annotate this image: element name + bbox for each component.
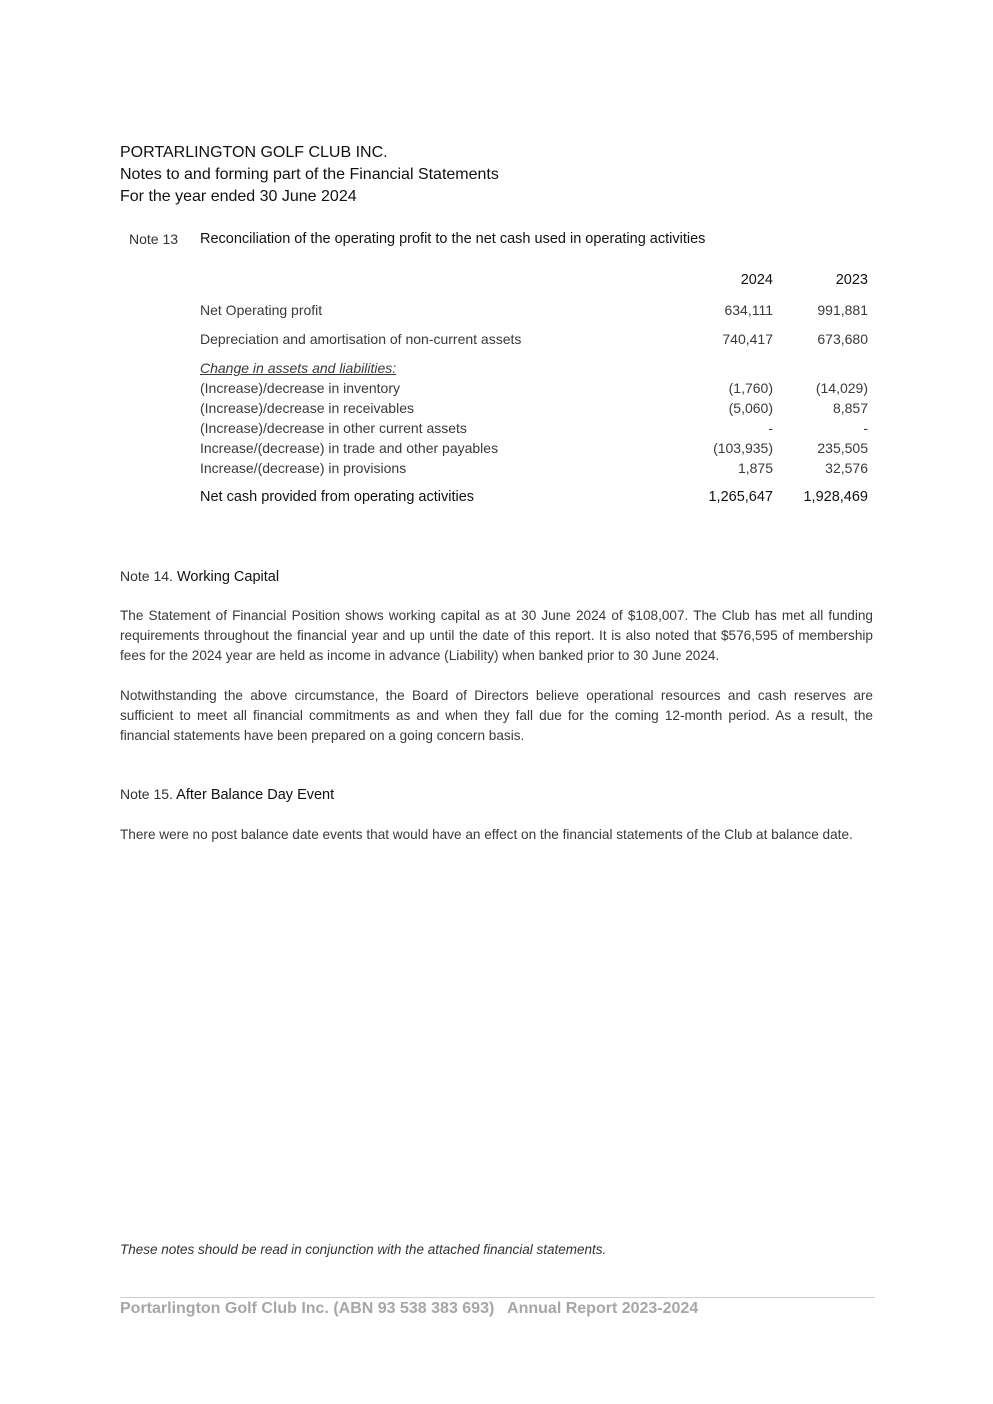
total-2023: 1,928,469 [803,489,868,505]
value-2023: 235,505 [817,440,868,456]
value-2023: 991,881 [817,302,868,318]
value-2024: 1,875 [737,460,773,476]
total-2024: 1,265,647 [708,489,773,505]
value-2024: (1,760) [728,380,773,396]
value-2024: - [768,420,773,436]
note15-paragraph: There were no post balance date events that would have an effect on the financial statements of the Club at balance date. [120,827,853,842]
value-2023: (14,029) [815,380,868,396]
value-2023: 8,857 [832,400,868,416]
table-row [200,458,868,478]
footer-divider [120,1297,875,1298]
document-subtitle: Notes to and forming part of the Financial Statements [120,166,499,183]
column-header-2024: 2024 [740,272,773,288]
value-2024: (5,060) [728,400,773,416]
note14-paragraph-2: Notwithstanding the above circumstance, the Board of Directors believe operational resources and cash reserves are sufficient to meet all financial commitments as and when they fall due for the coming 12-month period. As a result, the financial statements have been prepared on a going concern basis. [120,688,873,743]
value-2024: (103,935) [713,440,773,456]
note13-label: Note 13 [129,231,179,247]
column-header-2023: 2023 [835,272,868,288]
table-row [200,329,868,349]
row-label: Net Operating profit [200,302,323,318]
note14-paragraph-1: The Statement of Financial Position shows working capital as at 30 June 2024 of $108,007. The Club has met all funding requirements throughout the financial year and up until the date of this report. It is also noted that $576,595 of membership fees for the 2024 year are held as income in advance (Liability) when banked prior to 30 June 2024. [120,608,873,663]
value-2024: 740,417 [722,331,773,347]
footnote: These notes should be read in conjunction with the attached financial statements. [120,1242,607,1257]
note14-title: Working Capital [176,569,280,585]
page-footer: Portarlington Golf Club Inc. (ABN 93 538 383 693) Annual Report 2023-2024 [120,1300,699,1317]
row-label: (Increase)/decrease in receivables [200,400,414,416]
club-name: PORTARLINGTON GOLF CLUB INC. [120,144,388,161]
note15-prefix: Note 15. [120,786,173,802]
table-row [200,438,868,458]
value-2023: 32,576 [825,460,868,476]
row-label: (Increase)/decrease in other current assets [200,420,467,436]
row-label: Depreciation and amortisation of non-current assets [200,331,522,347]
period-line: For the year ended 30 June 2024 [120,188,357,205]
table-row [200,378,868,398]
table-row [200,418,868,438]
table-row [200,300,868,320]
change-subheading: Change in assets and liabilities: [200,360,397,376]
value-2024: 634,111 [724,302,773,318]
note13-title: Reconciliation of the operating profit to the net cash used in operating activities [200,231,706,247]
table-row [200,398,868,418]
value-2023: - [863,420,868,436]
total-label: Net cash provided from operating activities [200,489,475,505]
note14-prefix: Note 14. [120,568,173,584]
value-2023: 673,680 [817,331,868,347]
note15-title: After Balance Day Event [176,787,335,803]
row-label: (Increase)/decrease in inventory [200,380,400,396]
total-row [200,487,868,507]
note15-heading [120,786,334,803]
note14-heading [120,568,279,585]
row-label: Increase/(decrease) in trade and other payables [200,440,499,456]
row-label: Increase/(decrease) in provisions [200,460,407,476]
